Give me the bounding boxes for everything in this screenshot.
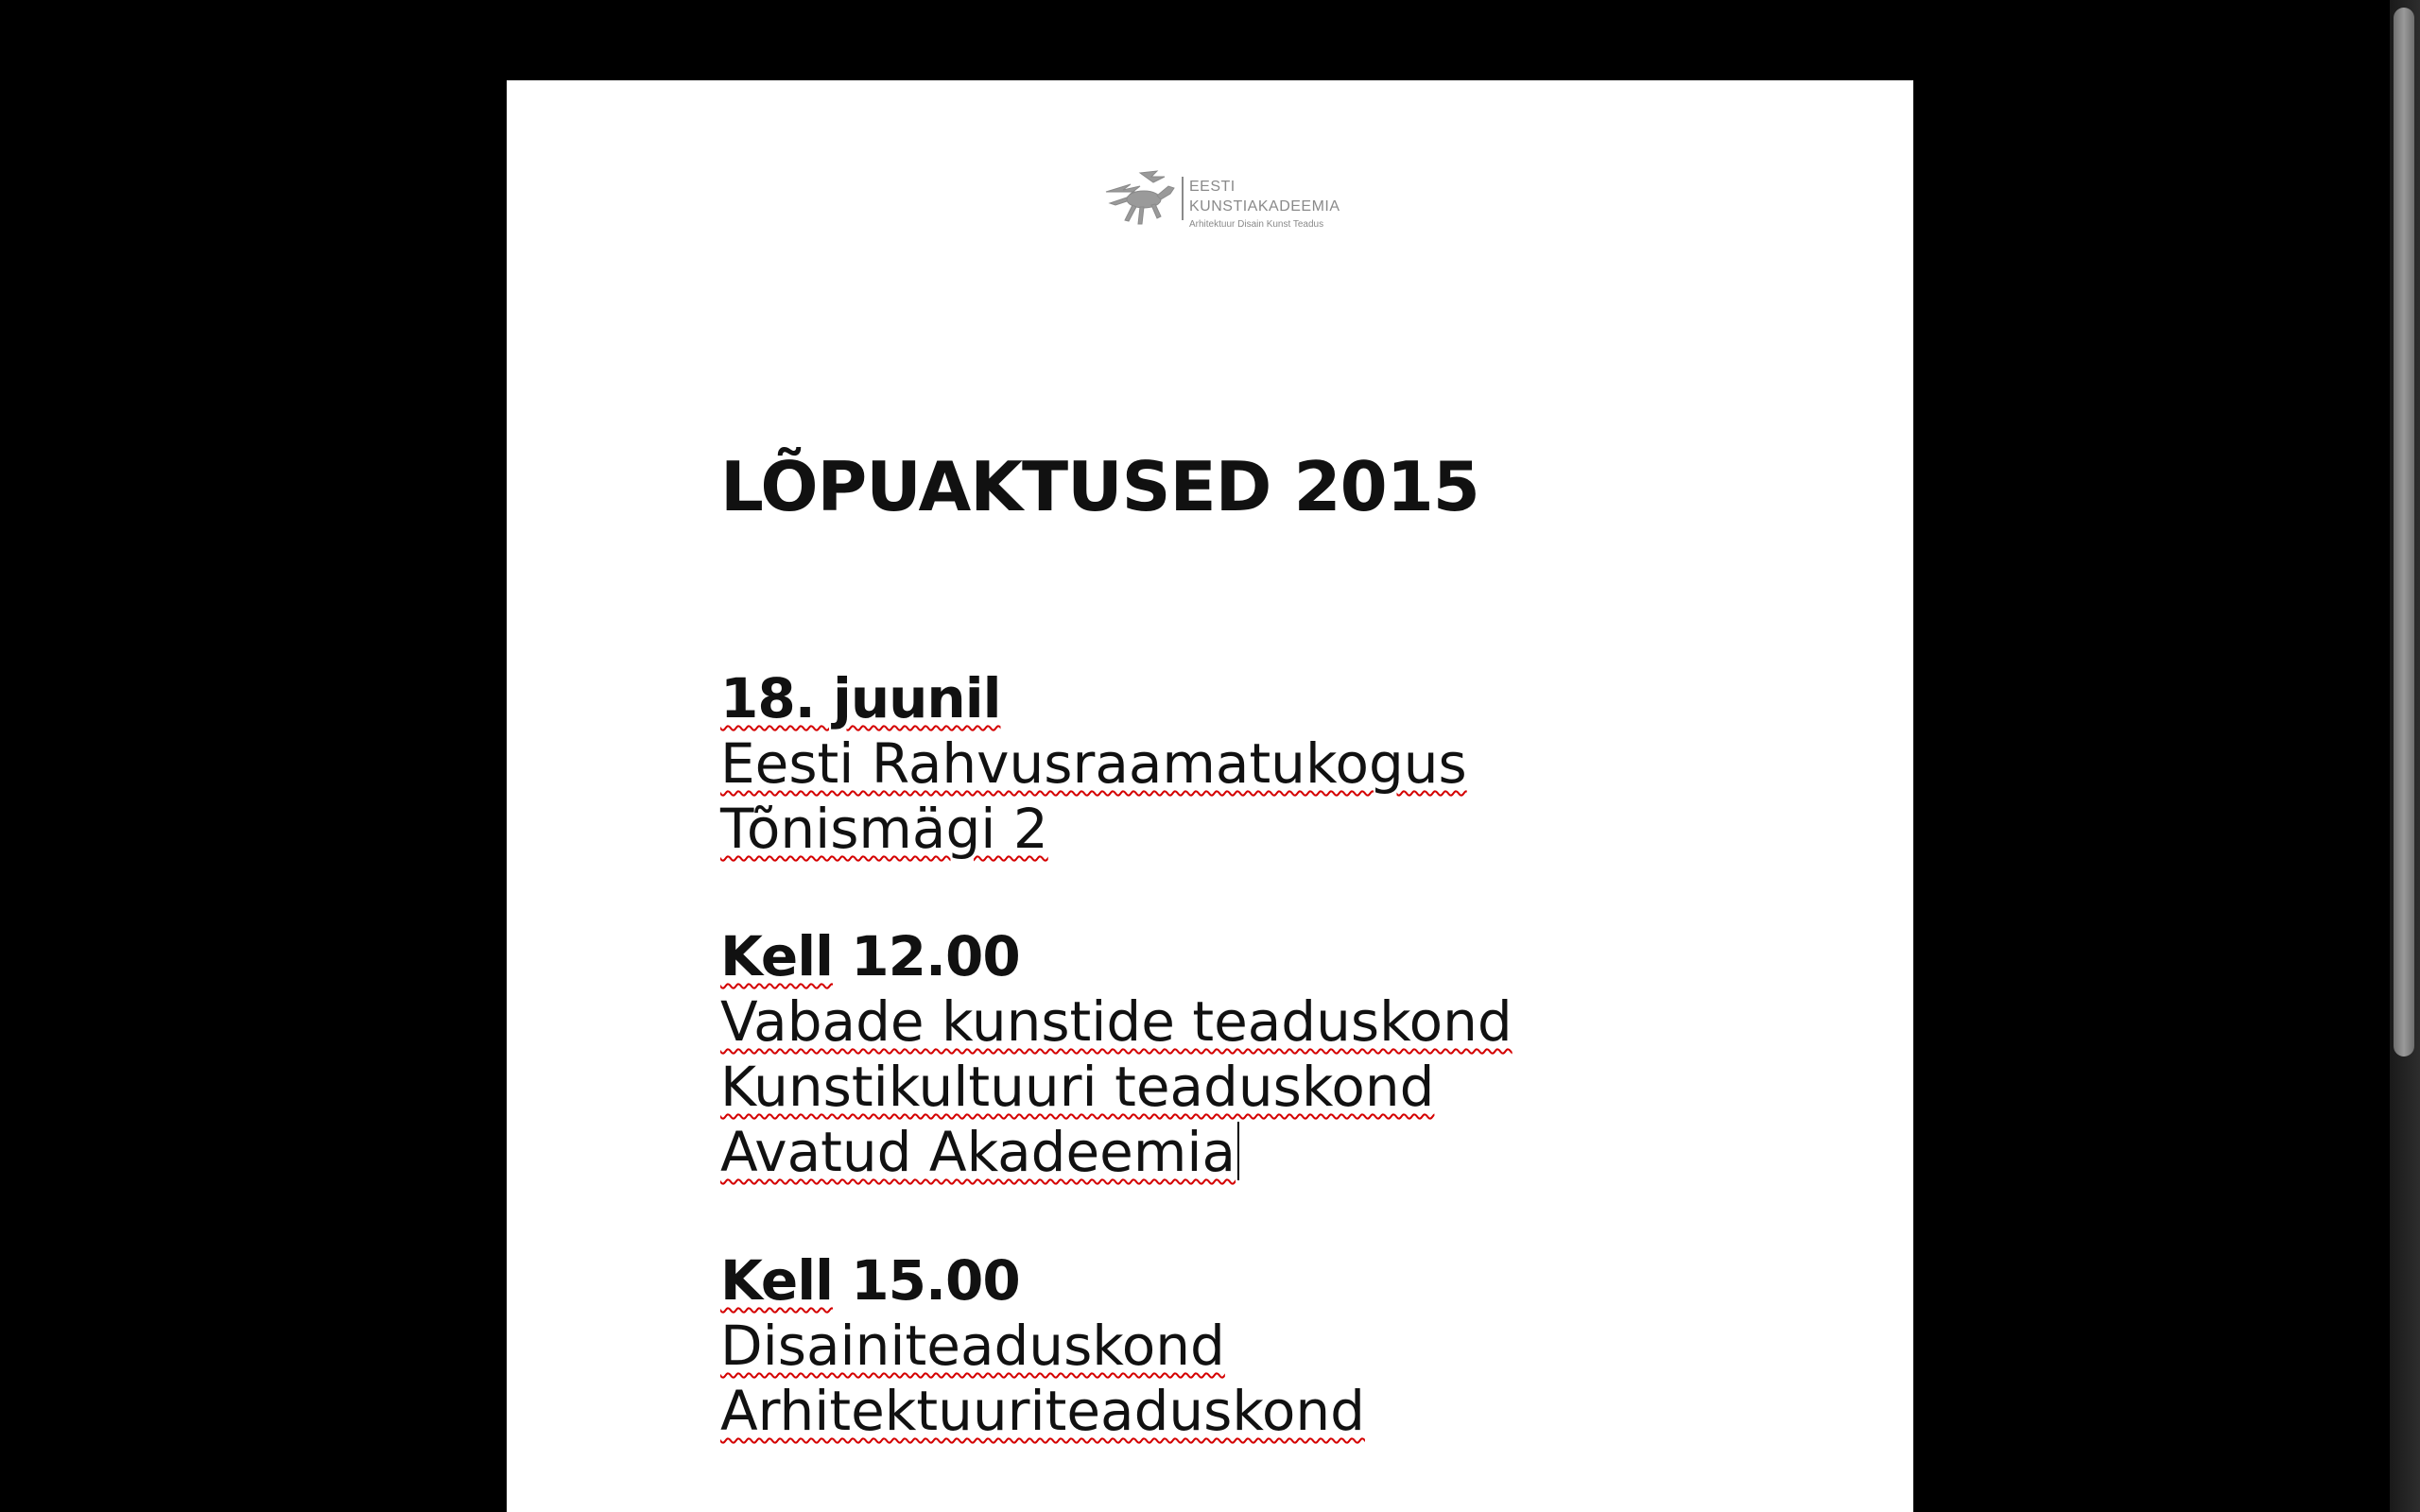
venue-address-line: Tõnismägi 2 (720, 797, 1048, 861)
logo-line-2: KUNSTIAKADEEMIA (1189, 198, 1340, 215)
logo-text (1189, 177, 1340, 232)
scrollbar-thumb[interactable] (2394, 8, 2414, 1057)
text-caret (1237, 1122, 1239, 1180)
faculty-line: Kunstikultuuri teaduskond (720, 1055, 1435, 1119)
pegasus-logo-icon (1102, 167, 1180, 230)
logo-tagline: Arhitektuur Disain Kunst Teadus (1189, 219, 1324, 230)
vertical-scrollbar[interactable] (2390, 0, 2420, 1512)
date-line: 18. juunil (720, 666, 1001, 730)
faculty-line-with-caret (720, 1120, 1512, 1185)
logo-line-1: EESTI (1189, 179, 1236, 195)
session-1-time-value: 12.00 (851, 924, 1020, 988)
faculty-line: Disainiteaduskond (720, 1314, 1225, 1378)
document-title (720, 439, 1479, 534)
session-2-time-word: Kell (720, 1248, 834, 1313)
document-page[interactable] (507, 80, 1913, 1512)
session-1-time (720, 924, 1512, 989)
title-text: LÕPUAKTUSED 2015 (720, 447, 1479, 526)
session-1-block (720, 924, 1512, 1185)
session-2-block (720, 1248, 1365, 1444)
logo-divider (1182, 177, 1184, 220)
venue-name-line: Eesti Rahvusraamatukogus (720, 731, 1467, 796)
session-2-time-value: 15.00 (851, 1248, 1020, 1313)
faculty-line: Avatud Akadeemia (720, 1120, 1236, 1184)
faculty-line: Arhitektuuriteaduskond (720, 1379, 1365, 1443)
session-1-time-word: Kell (720, 924, 834, 988)
session-2-time (720, 1248, 1365, 1314)
faculty-line: Vabade kunstide teaduskond (720, 989, 1512, 1054)
academy-logo (1102, 167, 1348, 233)
date-venue-block (720, 666, 1467, 862)
